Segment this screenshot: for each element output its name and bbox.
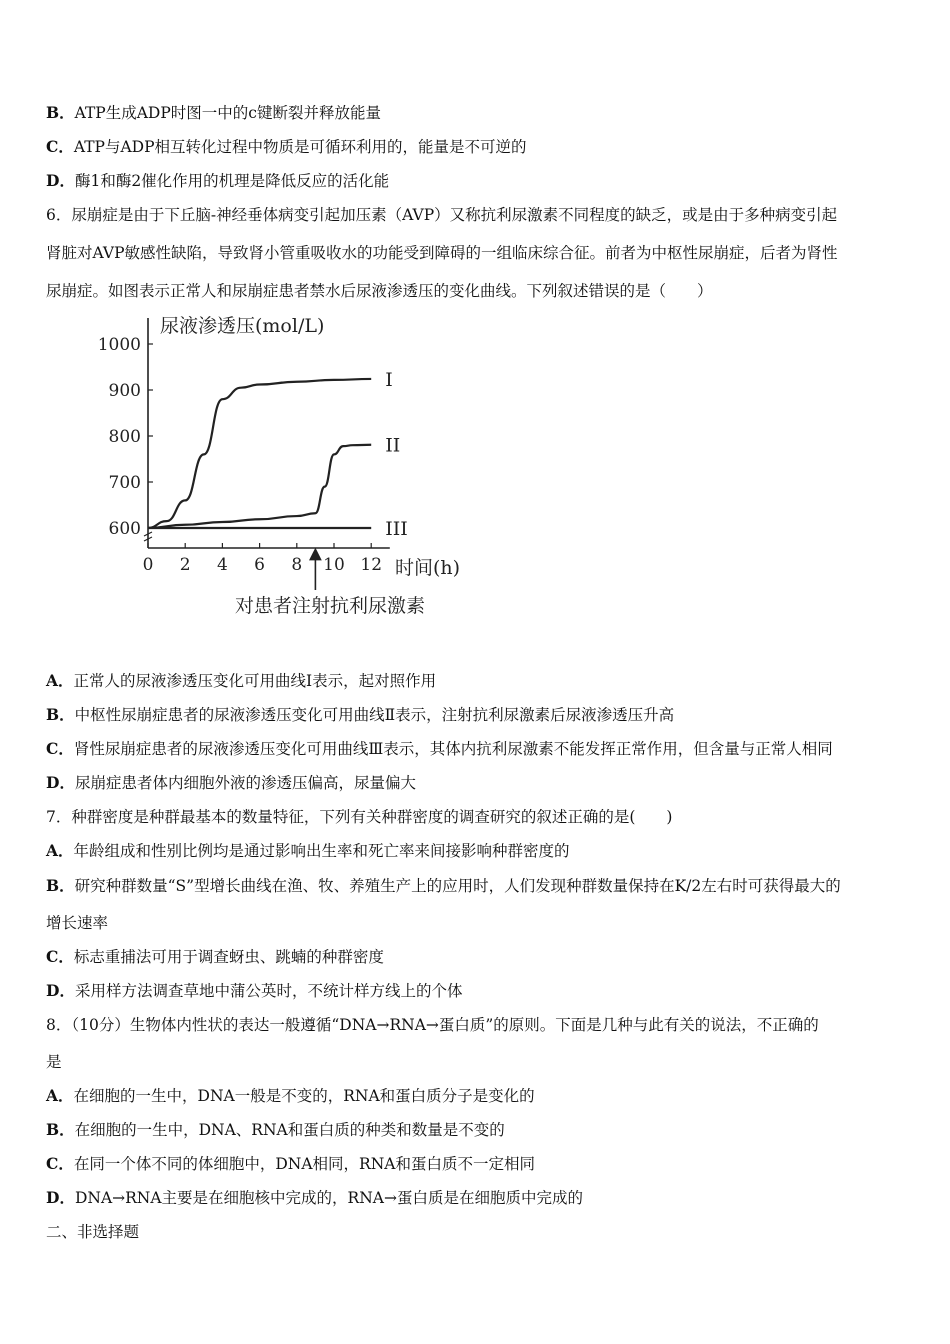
q5-option-d: D．酶1和酶2催化作用的机理是降低反应的活化能	[46, 171, 390, 190]
q7-option-c: C．标志重捕法可用于调查蚜虫、跳蝻的种群密度	[46, 947, 384, 966]
y-tick-label: 1000	[97, 335, 141, 355]
section-heading: 二、非选择题	[46, 1223, 140, 1241]
q6-option-b: B．中枢性尿崩症患者的尿液渗透压变化可用曲线Ⅱ表示，注射抗利尿激素后尿液渗透压升高	[46, 705, 675, 724]
q6-stem-line3: 尿崩症。如图表示正常人和尿崩症患者禁水后尿液渗透压的变化曲线。下列叙述错误的是（ ）	[46, 282, 713, 300]
chart-y-ticks	[98, 335, 153, 539]
chart-axes	[144, 318, 390, 548]
y-tick-label: 800	[108, 427, 141, 447]
x-tick-label: 8	[291, 555, 303, 575]
q8-stem-cont: 是	[46, 1053, 62, 1071]
q7-option-b: B．研究种群数量“S”型增长曲线在渔、牧、养殖生产上的应用时，人们发现种群数量保持在K/2左右时可获得最大的	[46, 876, 841, 895]
q8-option-a: A．在细胞的一生中，DNA一般是不变的，RNA和蛋白质分子是变化的	[46, 1086, 535, 1105]
q8-option-c: C．在同一个体不同的体细胞中，DNA相同，RNA和蛋白质不一定相同	[46, 1154, 535, 1173]
q7-option-d: D．采用样方法调查草地中蒲公英时，不统计样方线上的个体	[46, 981, 463, 1000]
chart-series	[148, 369, 408, 540]
x-tick-label: 12	[360, 555, 383, 575]
q7-option-b-cont: 增长速率	[46, 914, 109, 932]
q8-option-d: D．DNA→RNA主要是在细胞核中完成的，RNA→蛋白质是在细胞质中完成的	[46, 1188, 583, 1207]
q8-option-b: B．在细胞的一生中，DNA、RNA和蛋白质的种类和数量是不变的	[46, 1120, 505, 1139]
series-label-I: I	[385, 368, 393, 391]
q8-stem: 8．（10分）生物体内性状的表达一般遵循“DNA→RNA→蛋白质”的原则。下面是几种与此有关的说法，不正确的	[46, 1016, 819, 1034]
x-tick-label: 4	[216, 555, 228, 575]
series-label-III: III	[385, 518, 408, 540]
q6-stem-line1: 6．尿崩症是由于下丘脑-神经垂体病变引起加压素（AVP）又称抗利尿激素不同程度的缺乏，或是由于多种病变引起	[46, 206, 838, 224]
osmolality-chart	[90, 310, 480, 630]
q5-option-b: B．ATP生成ADP时图一中的c键断裂并释放能量	[46, 103, 381, 122]
q5-option-c: C．ATP与ADP相互转化过程中物质是可循环利用的，能量是不可逆的	[46, 137, 527, 156]
injection-annotation: 对患者注射抗利尿激素	[235, 595, 426, 617]
chart-ylabel: 尿液渗透压(mol/L)	[160, 315, 325, 337]
q6-option-d: D．尿崩症患者体内细胞外液的渗透压偏高，尿量偏大	[46, 773, 416, 792]
x-tick-label: 0	[142, 555, 154, 575]
y-tick-label: 900	[108, 381, 141, 401]
series-line-II	[148, 445, 371, 528]
q7-stem: 7．种群密度是种群最基本的数量特征，下列有关种群密度的调查研究的叙述正确的是( )	[46, 808, 673, 826]
q7-option-a: A．年龄组成和性别比例均是通过影响出生率和死亡率来间接影响种群密度的	[46, 841, 570, 860]
q6-stem-line2: 肾脏对AVP敏感性缺陷，导致肾小管重吸收水的功能受到障碍的一组临床综合征。前者为中枢性尿崩症，后者为肾性	[46, 244, 838, 262]
y-tick-label: 700	[108, 473, 141, 493]
x-tick-label: 10	[323, 555, 345, 575]
q6-option-c: C．肾性尿崩症患者的尿液渗透压变化可用曲线Ⅲ表示，其体内抗利尿激素不能发挥正常作用，但含量与正常人相同	[46, 739, 833, 758]
y-tick-label: 600	[108, 519, 141, 539]
series-label-II: II	[385, 434, 401, 457]
x-tick-label: 6	[254, 555, 266, 575]
q6-option-a: A．正常人的尿液渗透压变化可用曲线I表示，起对照作用	[46, 671, 437, 690]
x-tick-label: 2	[179, 555, 191, 575]
chart-xlabel: 时间(h)	[395, 557, 461, 579]
